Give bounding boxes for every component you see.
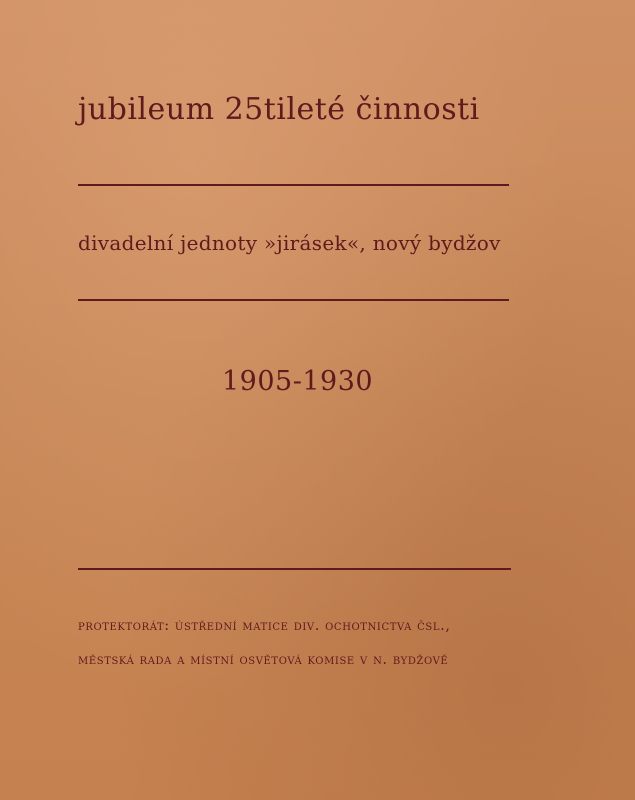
cover-title: jubileum 25tileté činnosti [78,92,480,127]
cover-subtitle: divadelní jednoty »jirásek«, nový bydžov [78,231,501,255]
divider-rule-bottom [78,568,511,570]
divider-rule-top [78,184,509,186]
cover-years: 1905-1930 [222,366,374,397]
divider-rule-middle [78,299,509,301]
patronage-line-2: městská rada a místní osvětová komise v n. bydžově [78,652,449,668]
patronage-line-1: protektorát: ústřední matice div. ochotnictva čsl., [78,618,451,634]
